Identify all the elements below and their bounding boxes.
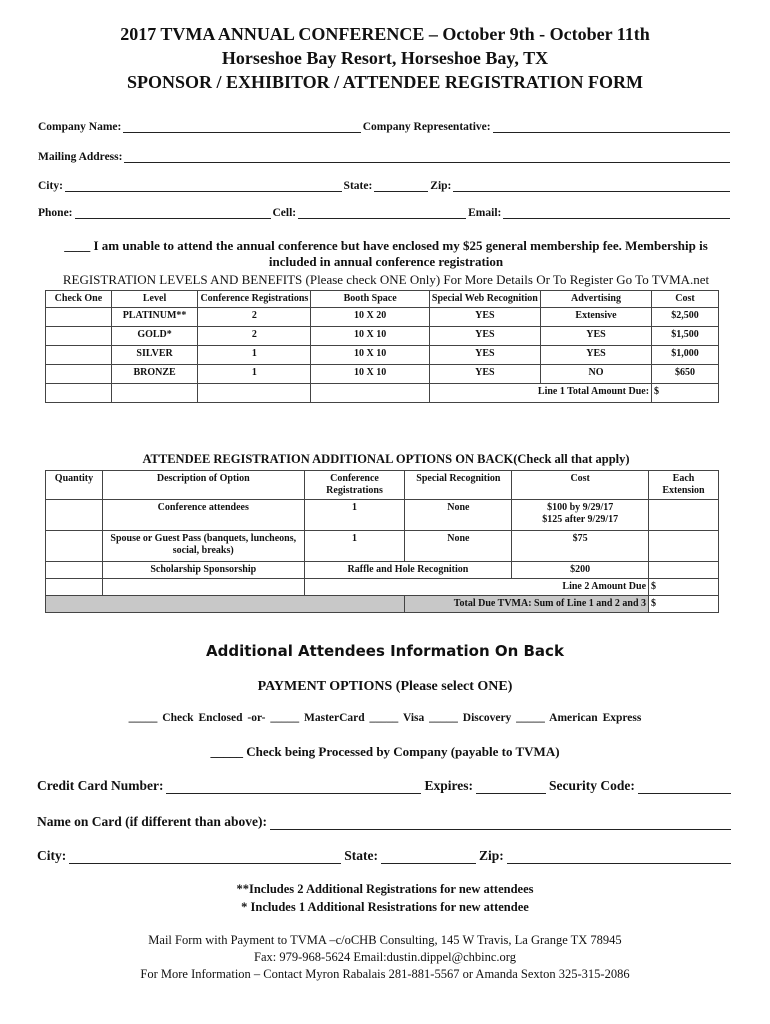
- email-field[interactable]: [503, 206, 730, 219]
- levels-header: REGISTRATION LEVELS AND BENEFITS (Please check ONE Only) For More Details Or To Register Go To TVMA.net: [62, 272, 710, 287]
- card-zip-label: Zip:: [479, 848, 504, 863]
- quantity-cell[interactable]: [46, 500, 103, 531]
- options-col-header: Each Extension: [649, 471, 719, 500]
- expires-label: Expires:: [424, 778, 473, 793]
- fax-email-line: Fax: 979-968-5624 Email:dustin.dippel@chbinc.org: [254, 950, 516, 964]
- level-cell: SILVER: [111, 346, 197, 365]
- table-row: [46, 531, 719, 562]
- city-label: City:: [38, 180, 63, 192]
- levels-col-header: Special Web Recognition: [429, 291, 540, 308]
- level-cell: PLATINUM**: [111, 308, 197, 327]
- footnotes: [0, 880, 770, 916]
- card-state-field[interactable]: [381, 849, 476, 864]
- mailing-info: [0, 932, 770, 983]
- credit-card-row: [37, 778, 734, 794]
- card-city-row: [37, 848, 734, 864]
- company-name-field[interactable]: [123, 120, 360, 133]
- total-row: [46, 384, 719, 403]
- contact-line: For More Information – Contact Myron Rabalais 281-881-5567 or Amanda Sexton 325-315-2086: [140, 967, 630, 981]
- empty-cell: [311, 384, 429, 403]
- email-label: Email:: [468, 207, 502, 219]
- description-cell: Spouse or Guest Pass (banquets, luncheons, social, breaks): [102, 531, 304, 562]
- cost-cell: $100 by 9/29/17 $125 after 9/29/17: [512, 500, 649, 531]
- recognition-cell: None: [405, 500, 512, 531]
- advertising-cell: YES: [540, 346, 651, 365]
- zip-label: Zip:: [430, 180, 452, 192]
- phone-field[interactable]: [75, 206, 271, 219]
- name-on-card-field[interactable]: [270, 815, 731, 830]
- registrations-cell: 2: [198, 308, 311, 327]
- advertising-cell: Extensive: [540, 308, 651, 327]
- phone-label: Phone:: [38, 207, 73, 219]
- check-one-cell[interactable]: [46, 365, 112, 384]
- registrations-cell: 1: [198, 365, 311, 384]
- extension-cell[interactable]: [649, 531, 719, 562]
- company-rep-label: Company Representative:: [362, 121, 491, 133]
- footnote-platinum: **Includes 2 Additional Registrations for new attendees: [236, 882, 534, 896]
- booth-cell: 10 X 10: [311, 346, 429, 365]
- empty-cell: [198, 384, 311, 403]
- booth-cell: 10 X 20: [311, 308, 429, 327]
- extension-cell[interactable]: [649, 500, 719, 531]
- booth-cell: 10 X 10: [311, 327, 429, 346]
- table-row: [46, 327, 719, 346]
- credit-card-field[interactable]: [166, 779, 421, 794]
- quantity-cell[interactable]: [46, 562, 103, 579]
- cell-field[interactable]: [298, 206, 466, 219]
- cost-cell: $1,000: [652, 346, 719, 365]
- company-row: [38, 120, 732, 133]
- payment-options-title: PAYMENT OPTIONS (Please select ONE): [257, 679, 513, 694]
- card-city-label: City:: [37, 848, 67, 863]
- levels-table: [45, 290, 719, 403]
- empty-cell: [46, 579, 103, 596]
- phone-row: [38, 206, 732, 219]
- mailing-address-field[interactable]: [124, 150, 730, 163]
- company-name-label: Company Name:: [38, 121, 122, 133]
- mail-address-line: Mail Form with Payment to TVMA –c/oCHB Consulting, 145 W Travis, La Grange TX 78945: [148, 933, 622, 947]
- registrations-cell: 1: [198, 346, 311, 365]
- level-cell: GOLD*: [111, 327, 197, 346]
- options-header: ATTENDEE REGISTRATION ADDITIONAL OPTIONS ON BACK(Check all that apply): [142, 452, 630, 466]
- description-cell: Scholarship Sponsorship: [102, 562, 304, 579]
- company-check-option[interactable]: _____ Check being Processed by Company (payable to TVMA): [210, 744, 560, 759]
- line2-row: [46, 579, 719, 596]
- table-row: [46, 308, 719, 327]
- expires-field[interactable]: [476, 779, 546, 794]
- security-code-label: Security Code:: [549, 778, 635, 793]
- name-on-card-label: Name on Card (if different than above):: [37, 814, 267, 829]
- empty-cell: [46, 384, 112, 403]
- form-title-line-2: Horseshoe Bay Resort, Horseshoe Bay, TX: [221, 48, 549, 68]
- quantity-cell[interactable]: [46, 531, 103, 562]
- check-one-cell[interactable]: [46, 308, 112, 327]
- card-city-field[interactable]: [69, 849, 341, 864]
- cost-cell: $2,500: [652, 308, 719, 327]
- description-cell: Conference attendees: [102, 500, 304, 531]
- level-cell: BRONZE: [111, 365, 197, 384]
- check-one-cell[interactable]: [46, 346, 112, 365]
- levels-header-row: [46, 291, 719, 308]
- zip-field[interactable]: [453, 179, 730, 192]
- booth-cell: 10 X 10: [311, 365, 429, 384]
- cost-cell: $650: [652, 365, 719, 384]
- advertising-cell: YES: [540, 327, 651, 346]
- empty-cell: [102, 579, 304, 596]
- cost-cell: $1,500: [652, 327, 719, 346]
- cell-label: Cell:: [272, 207, 297, 219]
- grand-total-field[interactable]: $: [649, 596, 719, 613]
- footnote-gold: * Includes 1 Additional Resistrations for new attendee: [241, 900, 529, 914]
- options-col-header: Description of Option: [102, 471, 304, 500]
- options-col-header: Special Recognition: [405, 471, 512, 500]
- grand-total-label: Total Due TVMA: Sum of Line 1 and 2 and 3: [405, 596, 649, 613]
- payment-options-list[interactable]: _____ Check Enclosed -or- _____ MasterCard _____ Visa _____ Discovery _____ American Express: [128, 712, 642, 724]
- recognition-cell: Raffle and Hole Recognition: [304, 562, 512, 579]
- check-one-cell[interactable]: [46, 327, 112, 346]
- levels-col-header: Conference Registrations: [198, 291, 311, 308]
- grey-cell: [46, 596, 405, 613]
- security-code-field[interactable]: [638, 779, 731, 794]
- grand-total-row: [46, 596, 719, 613]
- extension-cell[interactable]: [649, 562, 719, 579]
- card-state-label: State:: [344, 848, 378, 863]
- levels-col-header: Check One: [46, 291, 112, 308]
- web-recognition-cell: YES: [429, 346, 540, 365]
- line2-field[interactable]: $: [649, 579, 719, 596]
- company-rep-field[interactable]: [493, 120, 730, 133]
- city-field[interactable]: [65, 179, 342, 192]
- options-col-header: Conference Registrations: [304, 471, 405, 500]
- credit-card-label: Credit Card Number:: [37, 778, 164, 793]
- levels-col-header: Level: [111, 291, 197, 308]
- form-title-line-1: 2017 TVMA ANNUAL CONFERENCE – October 9th - October 11th: [120, 24, 650, 44]
- form-title-line-3: SPONSOR / EXHIBITOR / ATTENDEE REGISTRATION FORM: [126, 72, 644, 92]
- membership-note: ____ I am unable to attend the annual conference but have enclosed my $25 general membership fee. Membership is included in annual conference registration: [64, 238, 708, 269]
- registrations-cell: 1: [304, 531, 405, 562]
- card-zip-field[interactable]: [507, 849, 731, 864]
- table-row: [46, 562, 719, 579]
- line2-label: Line 2 Amount Due: [304, 579, 648, 596]
- advertising-cell: NO: [540, 365, 651, 384]
- options-col-header: Cost: [512, 471, 649, 500]
- additional-attendees-heading: Additional Attendees Information On Back: [206, 642, 564, 660]
- web-recognition-cell: YES: [429, 365, 540, 384]
- registrations-cell: 2: [198, 327, 311, 346]
- state-label: State:: [343, 180, 373, 192]
- table-row: [46, 346, 719, 365]
- line1-total-field[interactable]: $: [652, 384, 719, 403]
- registrations-cell: 1: [304, 500, 405, 531]
- cost-cell: $75: [512, 531, 649, 562]
- levels-col-header: Cost: [652, 291, 719, 308]
- levels-col-header: Advertising: [540, 291, 651, 308]
- recognition-cell: None: [405, 531, 512, 562]
- options-col-header: Quantity: [46, 471, 103, 500]
- levels-col-header: Booth Space: [311, 291, 429, 308]
- table-row: [46, 365, 719, 384]
- cost-cell: $200: [512, 562, 649, 579]
- options-header-row: [46, 471, 719, 500]
- line1-total-label: Line 1 Total Amount Due:: [429, 384, 651, 403]
- empty-cell: [111, 384, 197, 403]
- web-recognition-cell: YES: [429, 327, 540, 346]
- mailing-address-label: Mailing Address:: [38, 151, 123, 163]
- table-row: [46, 500, 719, 531]
- web-recognition-cell: YES: [429, 308, 540, 327]
- city-row: [38, 179, 732, 192]
- options-table: [45, 470, 719, 613]
- name-on-card-row: [37, 814, 734, 830]
- mailing-row: [38, 150, 732, 163]
- state-field[interactable]: [374, 179, 428, 192]
